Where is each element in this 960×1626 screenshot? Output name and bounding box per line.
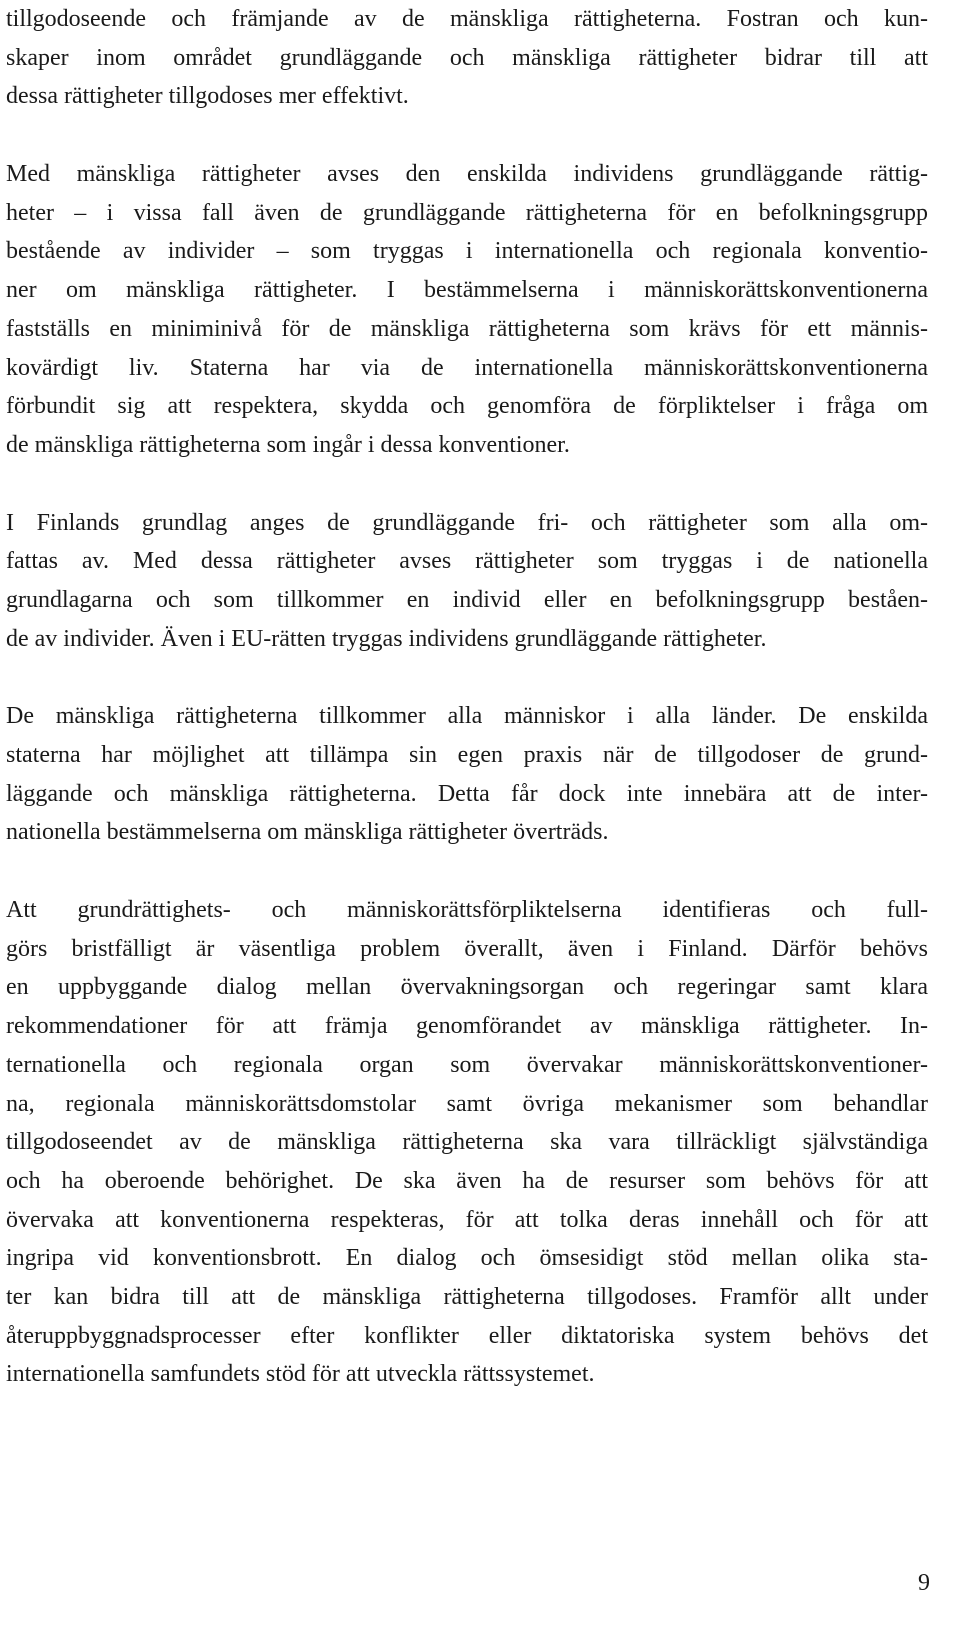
text-line: återuppbyggnadsprocesser efter konflikter eller diktatoriska system behövs det bbox=[6, 1322, 928, 1349]
text-line: staterna har möjlighet att tillämpa sin egen praxis när de tillgodoser de grund- bbox=[6, 742, 928, 768]
paragraph-1 bbox=[6, 0, 928, 116]
text-line: de av individer. Även i EU-rätten tryggas individens grundläggande rättigheter. bbox=[6, 625, 767, 652]
paragraph-gap bbox=[6, 658, 928, 697]
text-line: I Finlands grundlag anges de grundläggande fri- och rättigheter som alla om- bbox=[6, 509, 928, 536]
text-line: tillgodoseendet av de mänskliga rättigheterna ska vara tillräckligt självständiga bbox=[6, 1129, 928, 1156]
text-line: fattas av. Med dessa rättigheter avses rättigheter som tryggas i de nationella bbox=[6, 548, 928, 575]
document-page bbox=[6, 0, 928, 1394]
text-line: ner om mänskliga rättigheter. I bestämmelserna i människorättskonventionerna bbox=[6, 277, 928, 304]
text-line: förbundit sig att respektera, skydda och genomföra de förpliktelser i fråga om bbox=[6, 393, 928, 420]
text-line: skaper inom området grundläggande och mänskliga rättigheter bidrar till att bbox=[6, 44, 928, 71]
text-line: kovärdigt liv. Staterna har via de internationella människorättskonventionerna bbox=[6, 354, 928, 381]
text-line: Att grundrättighets- och människorättsförpliktelserna identifieras och full- bbox=[6, 897, 928, 924]
text-line: dessa rättigheter tillgodoses mer effektivt. bbox=[6, 83, 409, 110]
text-line: De mänskliga rättigheterna tillkommer alla människor i alla länder. De enskilda bbox=[6, 703, 928, 730]
text-line: grundlagarna och som tillkommer en individ eller en befolkningsgrupp beståen- bbox=[6, 586, 928, 613]
text-line: en uppbyggande dialog mellan övervakningsorgan och regeringar samt klara bbox=[6, 974, 928, 1001]
text-line: Med mänskliga rättigheter avses den enskilda individens grundläggande rättig- bbox=[6, 161, 928, 188]
text-line: rekommendationer för att främja genomförandet av mänskliga rättigheter. In- bbox=[6, 1013, 928, 1040]
paragraph-5 bbox=[6, 891, 928, 1394]
text-line: tillgodoseende och främjande av de mänskliga rättigheterna. Fostran och kun- bbox=[6, 6, 928, 32]
text-line: övervaka att konventionerna respekteras, för att tolka deras innehåll och för att bbox=[6, 1206, 928, 1233]
text-line: heter – i vissa fall även de grundläggande rättigheterna för en befolkningsgrupp bbox=[6, 199, 928, 226]
paragraph-gap bbox=[6, 465, 928, 504]
text-line: na, regionala människorättsdomstolar samt övriga mekanismer som behandlar bbox=[6, 1090, 928, 1117]
text-line: de mänskliga rättigheterna som ingår i dessa konventioner. bbox=[6, 431, 570, 458]
text-line: nationella bestämmelserna om mänskliga rättigheter överträds. bbox=[6, 819, 609, 846]
text-line: fastställs en miniminivå för de mänskliga rättigheterna som krävs för ett männis- bbox=[6, 315, 928, 342]
text-line: och ha oberoende behörighet. De ska även ha de resurser som behövs för att bbox=[6, 1167, 928, 1194]
paragraph-4 bbox=[6, 697, 928, 852]
text-line: läggande och mänskliga rättigheterna. Detta får dock inte innebära att de inter- bbox=[6, 780, 928, 807]
text-line: ingripa vid konventionsbrott. En dialog och ömsesidigt stöd mellan olika sta- bbox=[6, 1245, 928, 1272]
paragraph-gap bbox=[6, 116, 928, 155]
paragraph-3 bbox=[6, 504, 928, 659]
text-line: bestående av individer – som tryggas i internationella och regionala konventio- bbox=[6, 238, 928, 265]
text-line: görs bristfälligt är väsentliga problem överallt, även i Finland. Därför behövs bbox=[6, 935, 928, 962]
paragraph-2 bbox=[6, 155, 928, 465]
text-line: ter kan bidra till att de mänskliga rättigheterna tillgodoses. Framför allt under bbox=[6, 1283, 928, 1310]
paragraph-gap bbox=[6, 852, 928, 891]
page-number: 9 bbox=[918, 1570, 930, 1596]
text-line: ternationella och regionala organ som övervakar människorättskonventioner- bbox=[6, 1051, 928, 1078]
text-line: internationella samfundets stöd för att utveckla rättssystemet. bbox=[6, 1361, 595, 1388]
